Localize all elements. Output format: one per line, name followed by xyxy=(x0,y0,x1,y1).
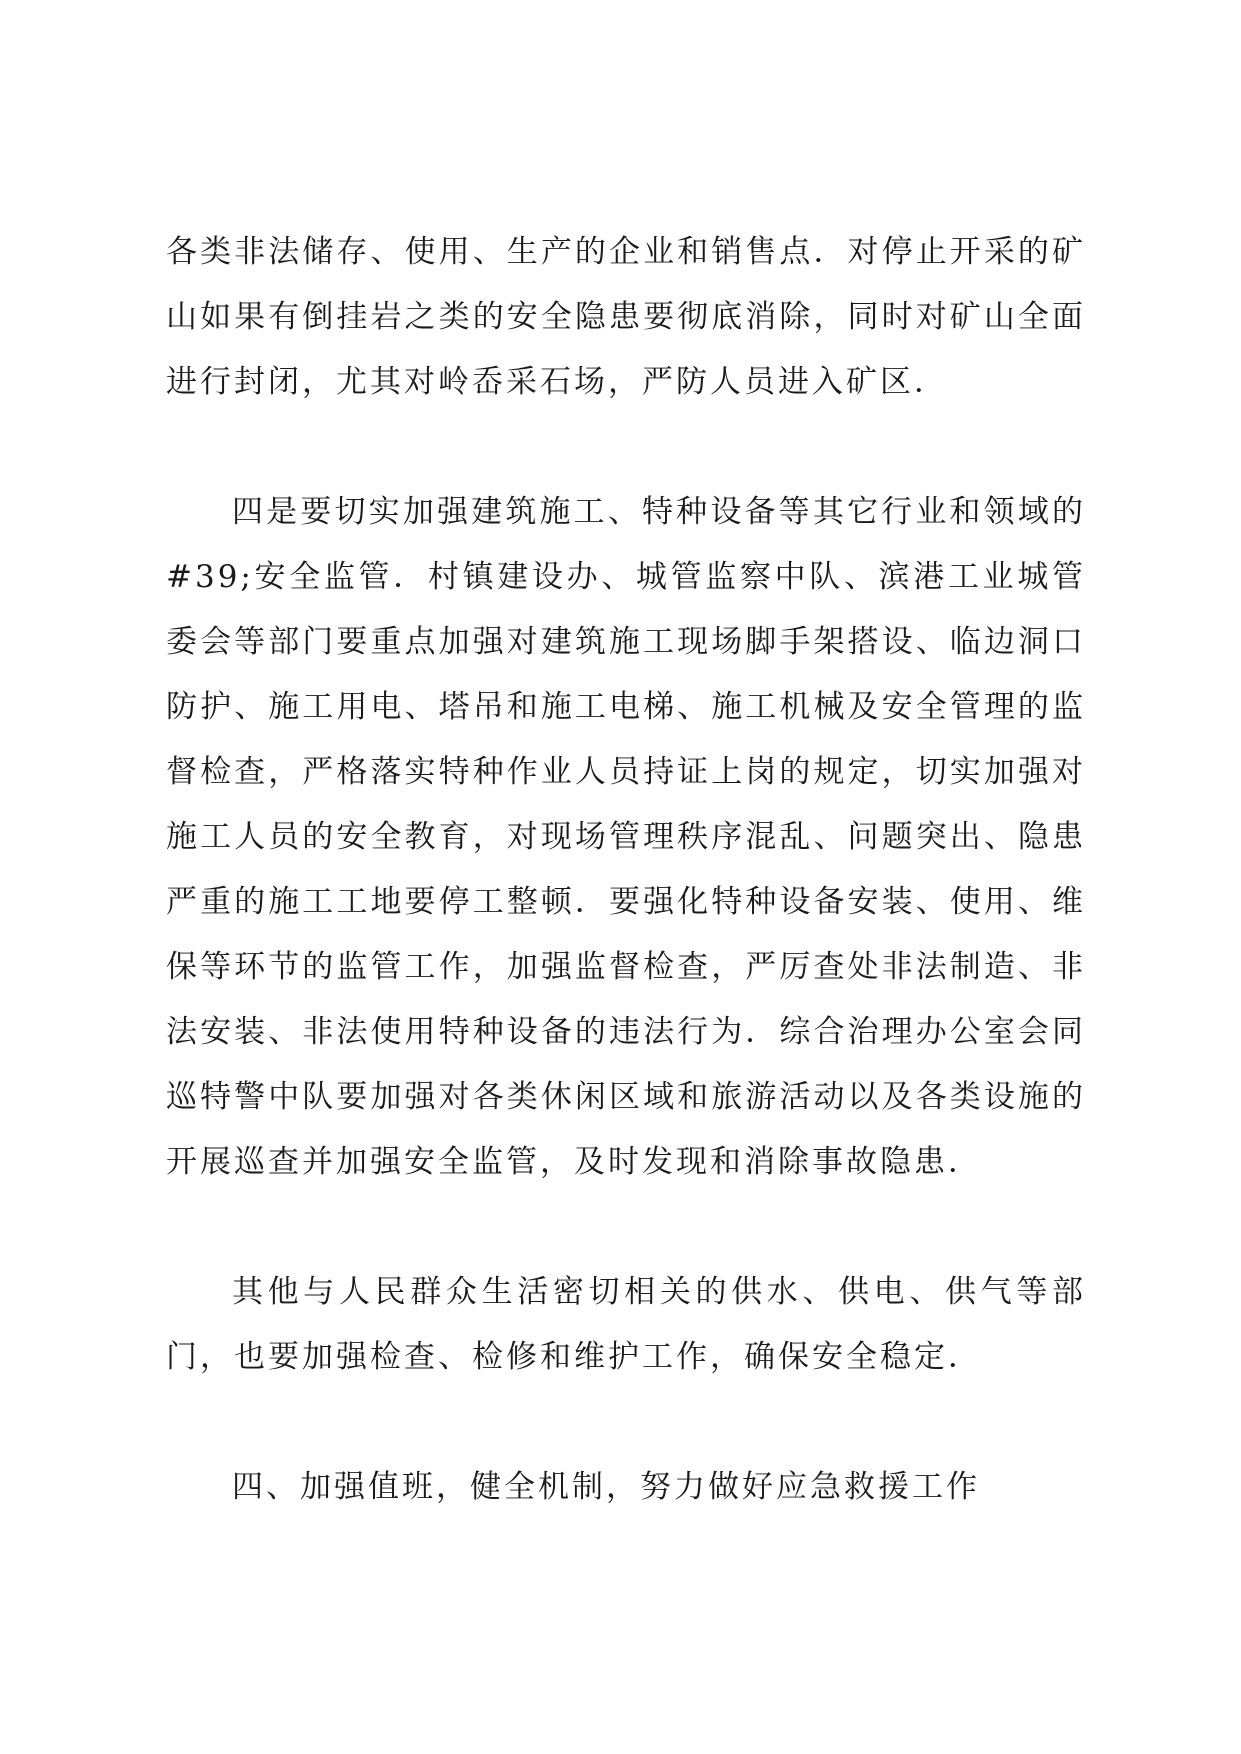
paragraph-continuation: 各类非法储存、使用、生产的企业和销售点．对停止开采的矿山如果有倒挂岩之类的安全隐患要彻底消除，同时对矿山全面进行封闭，尤其对岭岙采石场，严防人员进入矿区． xyxy=(166,234,1086,400)
paragraph-utilities: 其他与人民群众生活密切相关的供水、供电、供气等部门，也要加强检查、检修和维护工作，确保安全稳定． xyxy=(166,1274,1086,1375)
document-body xyxy=(166,220,1086,1520)
section-heading-duty: 四、加强值班，健全机制，努力做好应急救援工作 xyxy=(232,1469,980,1505)
paragraph-construction-safety: 四是要切实加强建筑施工、特种设备等其它行业和领域的#39;安全监管．村镇建设办、城管监察中队、滨港工业城管委会等部门要重点加强对建筑施工现场脚手架搭设、临边洞口防护、施工用电、塔吊和施工电梯、施工机械及安全管理的监督检查，严格落实特种作业人员持证上岗的规定，切实加强对施工人员的安全教育，对现场管理秩序混乱、问题突出、隐患严重的施工工地要停工整顿．要强化特种设备安装、使用、维保等环节的监管工作，加强监督检查，严厉查处非法制造、非法安装、非法使用特种设备的违法行为．综合治理办公室会同巡特警中队要加强对各类休闲区域和旅游活动以及各类设施的开展巡查并加强安全监管，及时发现和消除事故隐患． xyxy=(166,494,1086,1180)
